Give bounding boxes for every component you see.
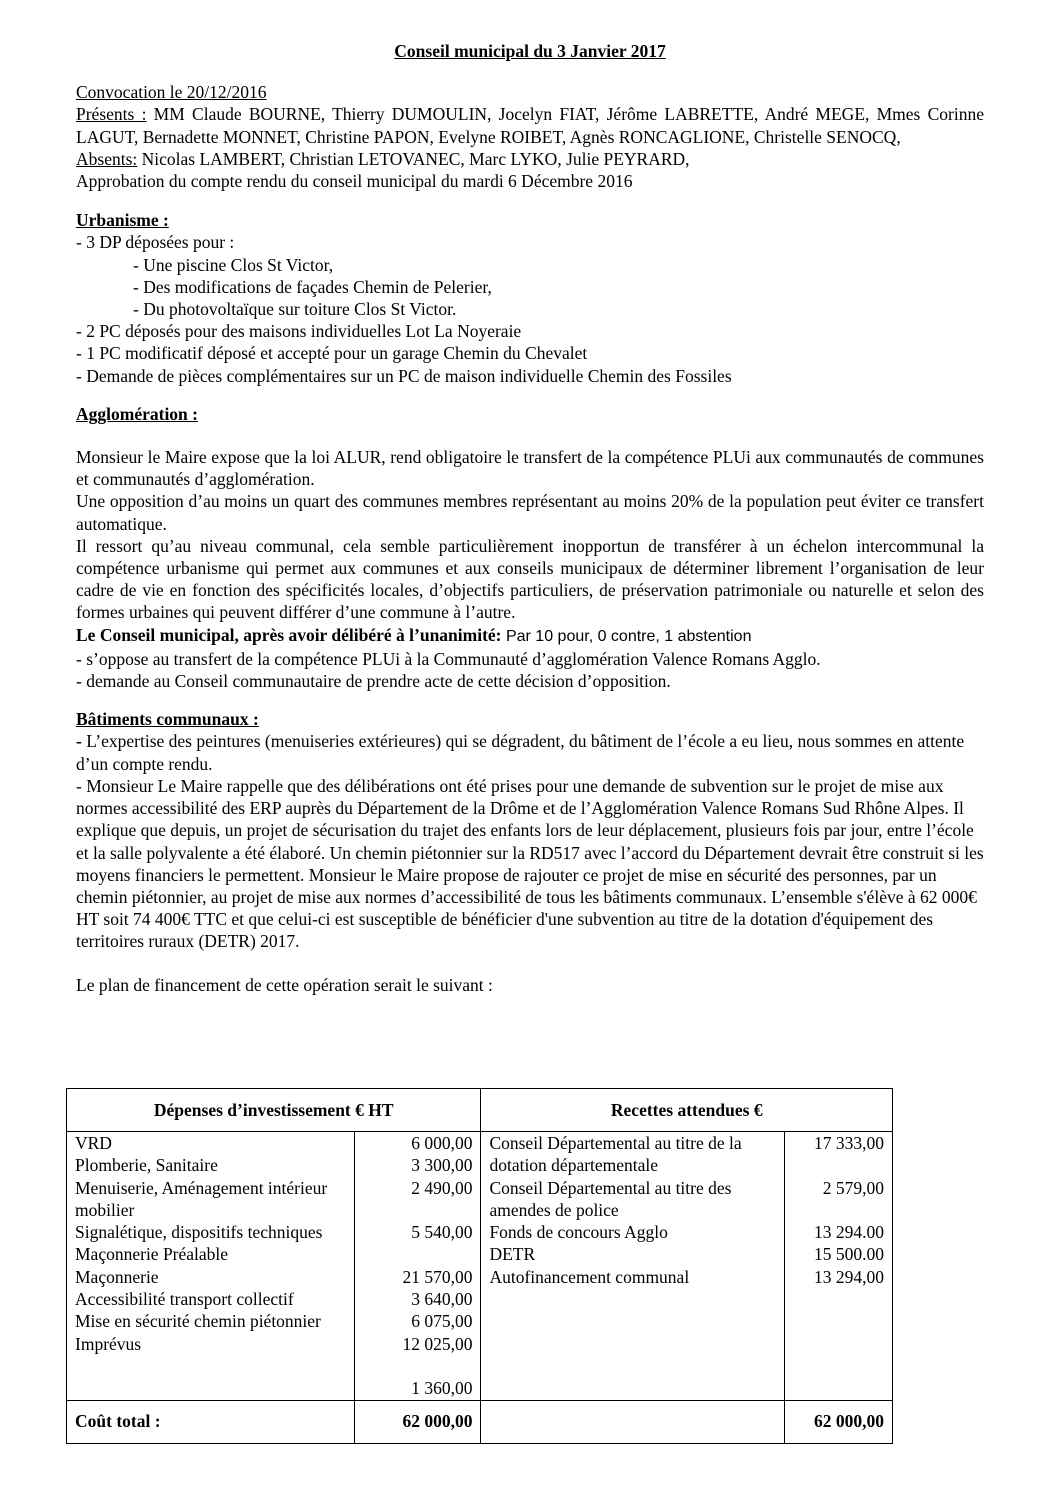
batiments-paragraph xyxy=(76,730,984,774)
depense-label: VRD xyxy=(75,1133,112,1153)
depense-amount: 1 360,00 xyxy=(411,1378,473,1399)
agglomeration-paragraph: Il ressort qu’au niveau communal, cela semble particulièrement inopportun de transférer à un échelon intercommunal la compétence urbanisme qui permet aux communes et aux conseils municipaux de déterminer librement l’organisation de leur cadre de vie en fonction des spécificités locales, d’objectifs particuliers, de préservation patrimoniale ou naturelle et selon des formes urbaines qui peuvent différer d’une commune à l’autre. xyxy=(76,535,984,623)
decision-line: - demande au Conseil communautaire de prendre acte de cette décision d’opposition. xyxy=(76,671,671,692)
recettes-labels xyxy=(481,1132,785,1401)
section-heading-batiments: Bâtiments communaux : xyxy=(76,709,259,730)
convocation-line: Convocation le 20/12/2016 xyxy=(76,82,267,103)
urbanisme-dp-item: - Du photovoltaïque sur toiture Clos St Victor. xyxy=(133,299,457,320)
depense-amount: 3 300,00 xyxy=(411,1155,473,1176)
depense-label: Maçonnerie xyxy=(75,1266,159,1287)
depense-label: Imprévus xyxy=(75,1333,142,1354)
recette-label: Conseil Départemental au titre des amendes de police xyxy=(489,1177,732,1220)
urbanisme-dp-item: - Une piscine Clos St Victor, xyxy=(133,254,334,275)
agglomeration-paragraph: Monsieur le Maire expose que la loi ALUR, rend obligatoire le transfert de la compétence PLUi aux communautés de communes et communautés d’agglomération. xyxy=(76,447,984,490)
depense-amount: 21 570,00 xyxy=(402,1266,473,1287)
document-title: Conseil municipal du 3 Janvier 2017 xyxy=(394,41,666,61)
depense-amount: 6 000,00 xyxy=(411,1133,473,1153)
batiments-paragraph: - Monsieur Le Maire rappelle que des délibérations ont été prises pour une demande de subvention sur le projet de mise aux normes accessibilité des ERP auprès du Département de la Drôme et de l’Agglomération Valence Romans Sud Rhône Alpes. Il explique que depuis, un projet de sécurisation du trajet des enfants lors de leur déplacement, plusieurs fois par jour, entre l’école et la salle polyvalente a été élaboré. Un chemin piétonnier sur la RD517 avec l’accord du Département devrait être construit si les moyens financiers le permettent. Monsieur le Maire propose de rajouter ce projet de mise en sécurité des personnes, par un chemin piétonnier, au projet de mise aux normes d’accessibilité de tous les bâtiments communaux. L’ensemble s'élève à 62 000€ HT soit 74 400€ TTC et que celui-ci est susceptible de bénéficier d'une subvention au titre de la dotation d'équipement des territoires ruraux (DETR) 2017. xyxy=(76,775,984,952)
spacer xyxy=(76,953,984,974)
document-page xyxy=(75,40,984,1432)
urbanisme-dp-line: - 3 DP déposées pour : xyxy=(76,232,235,253)
vote-label: Le Conseil municipal, après avoir délibéré à l’unanimité: xyxy=(76,624,502,645)
depense-label: Accessibilité transport collectif xyxy=(75,1289,294,1310)
vote-line xyxy=(76,624,984,648)
decision-line: - s’oppose au transfert de la compétence PLUi à la Communauté d’agglomération Valence Romans Agglo. xyxy=(76,648,821,669)
total-depenses: 62 000,00 xyxy=(354,1400,481,1443)
absents-paragraph xyxy=(76,148,984,170)
recette-amount: 13 294,00 xyxy=(814,1266,884,1287)
header-recettes: Recettes attendues € xyxy=(481,1089,893,1132)
spacer xyxy=(76,425,984,446)
recettes-amounts xyxy=(785,1132,893,1401)
recette-label: Autofinancement communal xyxy=(489,1266,690,1287)
recette-label: DETR xyxy=(489,1244,536,1265)
financing-table xyxy=(66,1088,893,1444)
depense-label: Menuiserie, Aménagement intérieur mobilier xyxy=(75,1177,328,1220)
total-spacer xyxy=(481,1400,785,1443)
section-heading-agglomeration: Agglomération : xyxy=(76,403,198,424)
urbanisme-line: - 1 PC modificatif déposé et accepté pour un garage Chemin du Chevalet xyxy=(76,343,588,364)
total-label: Coût total : xyxy=(67,1400,355,1443)
depense-amount: 5 540,00 xyxy=(411,1222,473,1243)
total-recettes: 62 000,00 xyxy=(785,1400,893,1443)
urbanisme-line: - Demande de pièces complémentaires sur un PC de maison individuelle Chemin des Fossiles xyxy=(76,365,732,386)
table-body-row xyxy=(67,1132,893,1401)
absents-label: Absents: xyxy=(76,148,138,169)
vote-detail: Par 10 pour, 0 contre, 1 abstention xyxy=(501,627,752,645)
section-heading-urbanisme: Urbanisme : xyxy=(76,210,169,231)
depense-amount: 2 490,00 xyxy=(411,1177,473,1198)
urbanisme-line: - 2 PC déposés pour des maisons individuelles Lot La Noyeraie xyxy=(76,321,522,342)
depense-label: Mise en sécurité chemin piétonnier xyxy=(75,1311,321,1332)
depense-label: Maçonnerie Préalable xyxy=(75,1244,229,1265)
depense-label: Plomberie, Sanitaire xyxy=(75,1155,218,1176)
plan-intro: Le plan de financement de cette opération serait le suivant : xyxy=(76,974,493,995)
presents-paragraph xyxy=(76,103,984,147)
recette-amount: 17 333,00 xyxy=(814,1133,884,1153)
depense-amount: 3 640,00 xyxy=(411,1289,473,1310)
depenses-amounts xyxy=(354,1132,481,1401)
presents-label: Présents : xyxy=(76,104,147,125)
approbation-line: Approbation du compte rendu du conseil municipal du mardi 6 Décembre 2016 xyxy=(76,171,633,192)
urbanisme-dp-item: - Des modifications de façades Chemin de Pelerier, xyxy=(133,276,492,297)
depense-amount: 6 075,00 xyxy=(411,1311,473,1332)
recette-amount: 2 579,00 xyxy=(822,1177,884,1198)
header-depenses: Dépenses d’investissement € HT xyxy=(67,1089,481,1132)
absents-list: Nicolas LAMBERT, Christian LETOVANEC, Marc LYKO, Julie PEYRARD, xyxy=(137,148,690,169)
recette-amount: 13 294.00 xyxy=(814,1222,884,1243)
agglomeration-paragraph: Une opposition d’au moins un quart des communes membres représentant au moins 20% de la population peut éviter ce transfert automatique. xyxy=(76,491,984,534)
table-header-row xyxy=(67,1089,893,1132)
recette-amount: 15 500.00 xyxy=(814,1244,884,1265)
presents-list: MM Claude BOURNE, Thierry DUMOULIN, Jocelyn FIAT, Jérôme LABRETTE, André MEGE, Mmes Corinne LAGUT, Bernadette MONNET, Christine PAPON, Evelyne ROIBET, Agnès RONCAGLIONE, Christelle SENOCQ, xyxy=(76,104,984,147)
table-total-row xyxy=(67,1400,893,1443)
depense-label: Signalétique, dispositifs techniques xyxy=(75,1222,323,1243)
batiments-text: L’expertise des peintures (menuiseries extérieures) qui se dégradent, du bâtiment de l’école a eu lieu, nous sommes en attente d’un compte rendu. xyxy=(76,731,965,774)
depenses-labels xyxy=(67,1132,355,1401)
recette-label: Conseil Départemental au titre de la dotation départementale xyxy=(489,1133,742,1176)
recette-label: Fonds de concours Agglo xyxy=(489,1222,668,1243)
depense-amount: 12 025,00 xyxy=(402,1333,473,1354)
bullet-dash: - xyxy=(76,731,82,752)
